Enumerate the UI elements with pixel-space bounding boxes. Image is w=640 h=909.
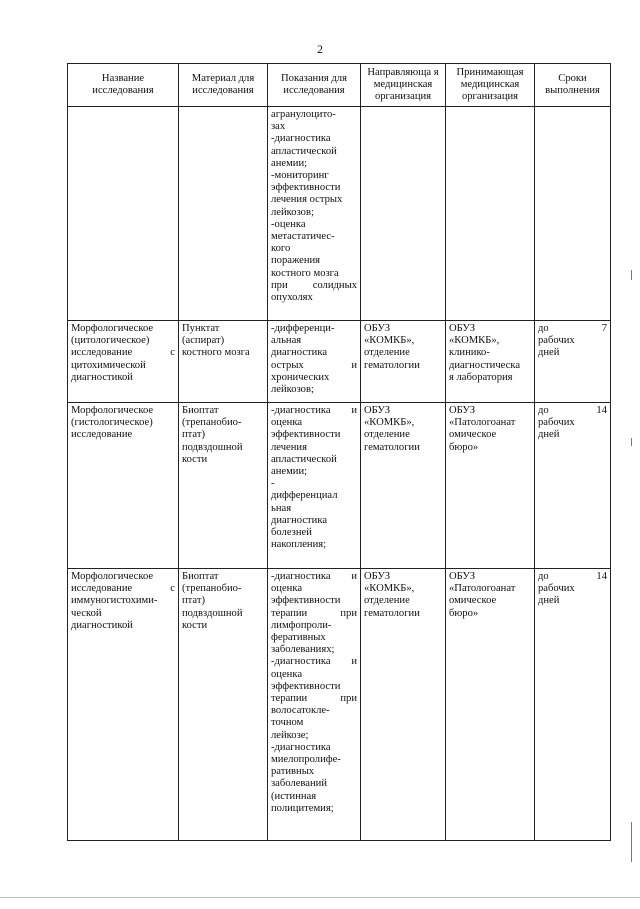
table-row (68, 107, 611, 321)
header-name: Название исследования (68, 64, 179, 107)
cell-text-line: поражения (271, 255, 321, 267)
cell-word: при (271, 279, 288, 291)
cell-text-line (271, 405, 357, 417)
cell-material (179, 569, 268, 841)
cell-text-line: (гистологическое) (71, 417, 153, 429)
cell-indications (268, 403, 361, 569)
cell-name (68, 403, 179, 569)
cell-text-line: ьная (271, 502, 292, 514)
cell-text-line: «Патологоанат (449, 583, 516, 595)
cell-word: солидных (312, 279, 357, 291)
cell-text-line: опухолях (271, 292, 313, 304)
cell-name (68, 569, 179, 841)
cell-text-line: заболеваний (271, 778, 327, 790)
cell-text-line: -оценка (271, 218, 306, 230)
cell-text-line: апластической (271, 145, 337, 157)
cell-text-line: накопления; (271, 539, 327, 551)
cell-text-line: дней (538, 347, 560, 359)
cell-text-line (71, 347, 175, 359)
cell-text-line: лейкозов; (271, 206, 314, 218)
header-material: Материал для исследования (179, 64, 268, 107)
cell-text-line: ческой (71, 607, 102, 619)
cell-text-line: ративных (271, 766, 315, 778)
cell-text-line: ОБУЗ (364, 571, 391, 582)
cell-text-line (538, 571, 607, 583)
cell-text-line: Биоптат (182, 405, 219, 416)
cell-text-line: птат) (182, 595, 206, 607)
cell-text-line (271, 571, 357, 583)
cell-text-line: исследование (71, 429, 133, 441)
cell-word: 14 (596, 571, 607, 582)
table-header-row (68, 64, 611, 107)
cell-text-line: дней (538, 429, 560, 441)
cell-word: терапии (271, 607, 308, 619)
cell-receiver (446, 321, 535, 403)
cell-text-line: полицитемия; (271, 802, 334, 814)
cell-text-line: оценка (271, 668, 303, 680)
cell-text-line: миелопролифе- (271, 754, 341, 766)
cell-text-line: агранулоцито- (271, 109, 336, 120)
cell-text-line: омическое (449, 595, 497, 607)
cell-text-line: -диагностика (271, 133, 331, 145)
cell-indications (268, 321, 361, 403)
cell-text-line: «КОМКБ», (364, 417, 415, 429)
cell-text-line (71, 583, 175, 595)
cell-text-line: птат) (182, 429, 206, 441)
cell-text-line: рабочих (538, 335, 575, 347)
cell-text-line: гематологии (364, 607, 420, 619)
cell-name (68, 107, 179, 321)
cell-text-line: альная (271, 335, 302, 347)
cell-text-line: кости (182, 619, 208, 631)
cell-word: и (351, 405, 357, 416)
cell-text-line: ОБУЗ (449, 405, 476, 416)
cell-text-line: «КОМКБ», (364, 335, 415, 347)
cell-word: 14 (596, 405, 607, 416)
cell-text-line: «КОМКБ», (449, 335, 500, 347)
scan-edge-line (0, 897, 640, 898)
cell-text-line: эффективности (271, 182, 341, 194)
cell-text-line: эффективности (271, 429, 341, 441)
cell-receiver (446, 569, 535, 841)
header-receiver: Принимающая медицинская организация (446, 64, 535, 107)
table-row (68, 403, 611, 569)
cell-material (179, 321, 268, 403)
cell-word: с (170, 347, 175, 359)
scan-mark (631, 270, 632, 280)
cell-text-line: зах (271, 121, 286, 133)
cell-text-line: точном (271, 717, 304, 729)
cell-receiver (446, 403, 535, 569)
cell-text-line: диагностика (271, 514, 328, 526)
cell-text-line: кости (182, 453, 208, 465)
cell-word: при (340, 607, 357, 619)
cell-text-line: анемии; (271, 157, 308, 169)
table-row (68, 321, 611, 403)
cell-word: при (340, 693, 357, 705)
cell-text-line: Морфологическое (71, 323, 154, 334)
cell-text-line: ОБУЗ (364, 323, 391, 334)
cell-material (179, 403, 268, 569)
cell-text-line: омическое (449, 429, 497, 441)
header-sender: Направляюща я медицинская организация (361, 64, 446, 107)
cell-text-line: заболеваниях; (271, 644, 335, 656)
cell-text-line: лечения (271, 441, 307, 453)
cell-text-line: рабочих (538, 583, 575, 595)
cell-text-line: метастатичес- (271, 231, 335, 243)
cell-text-line: феративных (271, 632, 326, 644)
cell-text-line: костного мозга (182, 347, 250, 359)
cell-text-line: лейкозе; (271, 729, 309, 741)
cell-text-line: отделение (364, 429, 410, 441)
cell-text-line: цитохимической (71, 359, 146, 371)
cell-text-line: «Патологоанат (449, 417, 516, 429)
cell-text-line: (истинная (271, 790, 317, 802)
cell-text-line: анемии; (271, 466, 308, 478)
cell-material (179, 107, 268, 321)
cell-text-line: эффективности (271, 595, 341, 607)
cell-text-line: подвздошной (182, 607, 243, 619)
cell-word: и (351, 571, 357, 582)
cell-word: -диагностика (271, 571, 331, 582)
cell-text-line: Морфологическое (71, 571, 154, 582)
research-table (67, 63, 611, 841)
cell-indications (268, 107, 361, 321)
cell-text-line (271, 608, 357, 620)
cell-word: до (538, 323, 549, 334)
cell-sender (361, 403, 446, 569)
cell-text-line: лечения острых (271, 194, 343, 206)
cell-text-line: -дифференци- (271, 323, 335, 334)
cell-word: до (538, 571, 549, 582)
cell-text-line: (трепанобио- (182, 583, 242, 595)
table-row (68, 569, 611, 841)
cell-word: -диагностика (271, 405, 331, 416)
cell-text-line: -мониторинг (271, 170, 329, 182)
scan-mark (631, 822, 632, 862)
cell-text-line: апластической (271, 453, 337, 465)
cell-word: с (170, 583, 175, 595)
cell-text-line: оценка (271, 417, 303, 429)
cell-term (535, 569, 611, 841)
cell-text-line (271, 360, 357, 372)
cell-text-line (271, 693, 357, 705)
cell-text-line (271, 280, 357, 292)
cell-text-line (538, 323, 607, 335)
cell-text-line: оценка (271, 583, 303, 595)
cell-word: терапии (271, 693, 308, 705)
cell-text-line: «КОМКБ», (364, 583, 415, 595)
cell-text-line: гематологии (364, 441, 420, 453)
cell-text-line: клинико- (449, 347, 490, 359)
cell-text-line: - (271, 478, 275, 490)
cell-sender (361, 321, 446, 403)
cell-text-line: диагностикой (71, 619, 133, 631)
cell-text-line: диагностическа (449, 359, 521, 371)
cell-text-line: костного мозга (271, 267, 339, 279)
cell-text-line: отделение (364, 347, 410, 359)
page-number: 2 (317, 42, 323, 56)
cell-text-line: дней (538, 595, 560, 607)
cell-text-line: бюро» (449, 607, 479, 619)
cell-text-line: волосатокле- (271, 705, 330, 717)
cell-text-line: (трепанобио- (182, 417, 242, 429)
cell-text-line: -диагностика (271, 741, 331, 753)
cell-text-line: бюро» (449, 441, 479, 453)
header-term: Сроки выполнения (535, 64, 611, 107)
cell-text-line: кого (271, 243, 291, 255)
cell-term (535, 321, 611, 403)
cell-text-line: ОБУЗ (364, 405, 391, 416)
cell-word: и (351, 656, 357, 668)
cell-text-line: иммуногистохими- (71, 595, 158, 607)
cell-sender (361, 569, 446, 841)
cell-text-line: лимфопроли- (271, 619, 332, 631)
cell-term (535, 107, 611, 321)
cell-text-line: Биоптат (182, 571, 219, 582)
cell-word: и (351, 359, 357, 371)
cell-text-line: гематологии (364, 359, 420, 371)
cell-text-line: диагностика (271, 347, 328, 359)
cell-term (535, 403, 611, 569)
header-indications: Показания для исследования (268, 64, 361, 107)
cell-text-line: ОБУЗ (449, 323, 476, 334)
cell-text-line (538, 405, 607, 417)
cell-text-line: диагностикой (71, 371, 133, 383)
cell-text-line: (цитологическое) (71, 335, 150, 347)
cell-text-line: лейкозов; (271, 384, 314, 396)
cell-text-line: хронических (271, 371, 330, 383)
cell-name (68, 321, 179, 403)
cell-text-line: Морфологическое (71, 405, 154, 416)
cell-text-line: ОБУЗ (449, 571, 476, 582)
cell-word: до (538, 405, 549, 416)
cell-word: исследование (71, 583, 133, 595)
scan-mark (631, 438, 632, 446)
cell-word: 7 (601, 323, 607, 334)
cell-word: -диагностика (271, 656, 331, 668)
cell-text-line: я лаборатория (449, 371, 513, 383)
cell-sender (361, 107, 446, 321)
cell-text-line: подвздошной (182, 441, 243, 453)
cell-text-line: рабочих (538, 417, 575, 429)
cell-word: острых (271, 359, 304, 371)
cell-text-line: эффективности (271, 680, 341, 692)
cell-indications (268, 569, 361, 841)
cell-text-line: (аспират) (182, 335, 225, 347)
cell-text-line: отделение (364, 595, 410, 607)
cell-text-line: Пунктат (182, 323, 220, 334)
cell-word: исследование (71, 347, 133, 359)
cell-receiver (446, 107, 535, 321)
cell-text-line: дифференциал (271, 490, 338, 502)
cell-text-line (271, 656, 357, 668)
cell-text-line: болезней (271, 527, 312, 539)
